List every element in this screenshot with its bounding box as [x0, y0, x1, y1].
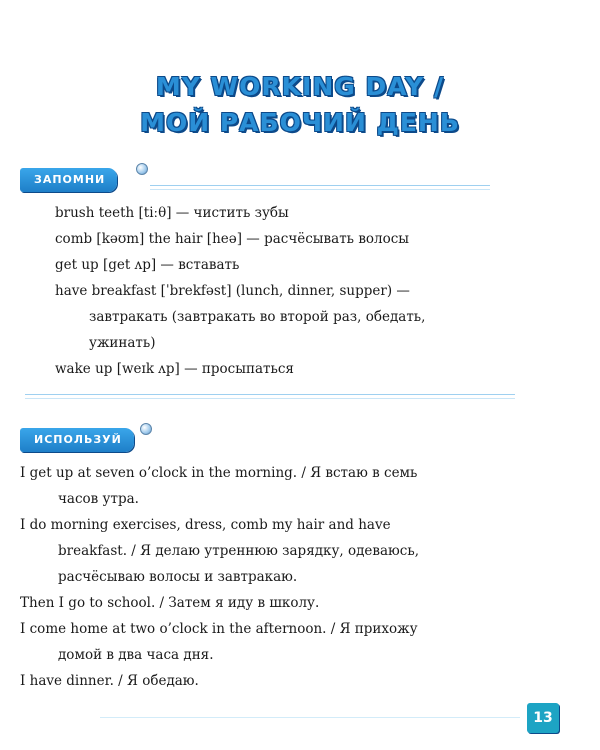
- example-line: Then I go to school. / Затем я иду в школу.: [20, 595, 320, 611]
- vocab-item: wake up [weɪk ʌp] — просыпаться: [55, 361, 294, 377]
- vocab-item: comb [kəʊm] the hair [heə] — расчёсывать волосы: [55, 231, 410, 247]
- example-line-continued: breakfast. / Я делаю утреннюю зарядку, одеваюсь,: [58, 543, 420, 559]
- section-divider: [150, 185, 490, 190]
- page-title-english: MY WORKING DAY /: [155, 72, 445, 101]
- example-line-continued: расчёсываю волосы и завтракаю.: [58, 569, 298, 585]
- page-number: 13: [527, 703, 559, 733]
- vocab-item: have breakfast [ˈbrekfəst] (lunch, dinner, supper) —: [55, 283, 410, 299]
- example-line: I come home at two o’clock in the afternoon. / Я прихожу: [20, 621, 418, 637]
- vocabulary-list: [55, 200, 425, 382]
- use-badge: ИСПОЛЬЗУЙ: [20, 428, 134, 452]
- page-title-russian: МОЙ РАБОЧИЙ ДЕНЬ: [140, 108, 460, 137]
- example-line-continued: часов утра.: [58, 491, 139, 507]
- example-line: I get up at seven o’clock in the morning. / Я встаю в семь: [20, 465, 418, 481]
- remember-badge: ЗАПОМНИ: [20, 168, 117, 192]
- vocab-item: get up [get ʌp] — вставать: [55, 257, 240, 273]
- vocab-item-continued: ужинать): [89, 335, 156, 351]
- example-line: I do morning exercises, dress, comb my hair and have: [20, 517, 391, 533]
- section-divider: [25, 394, 515, 399]
- vocab-item-continued: завтракать (завтракать во второй раз, обедать,: [89, 309, 426, 325]
- footer-divider: [100, 717, 520, 718]
- example-sentences: [20, 460, 540, 694]
- pin-icon: [136, 163, 148, 175]
- pin-icon: [140, 423, 152, 435]
- example-line: I have dinner. / Я обедаю.: [20, 673, 199, 689]
- example-line-continued: домой в два часа дня.: [58, 647, 214, 663]
- vocab-item: brush teeth [tiːθ] — чистить зубы: [55, 205, 289, 221]
